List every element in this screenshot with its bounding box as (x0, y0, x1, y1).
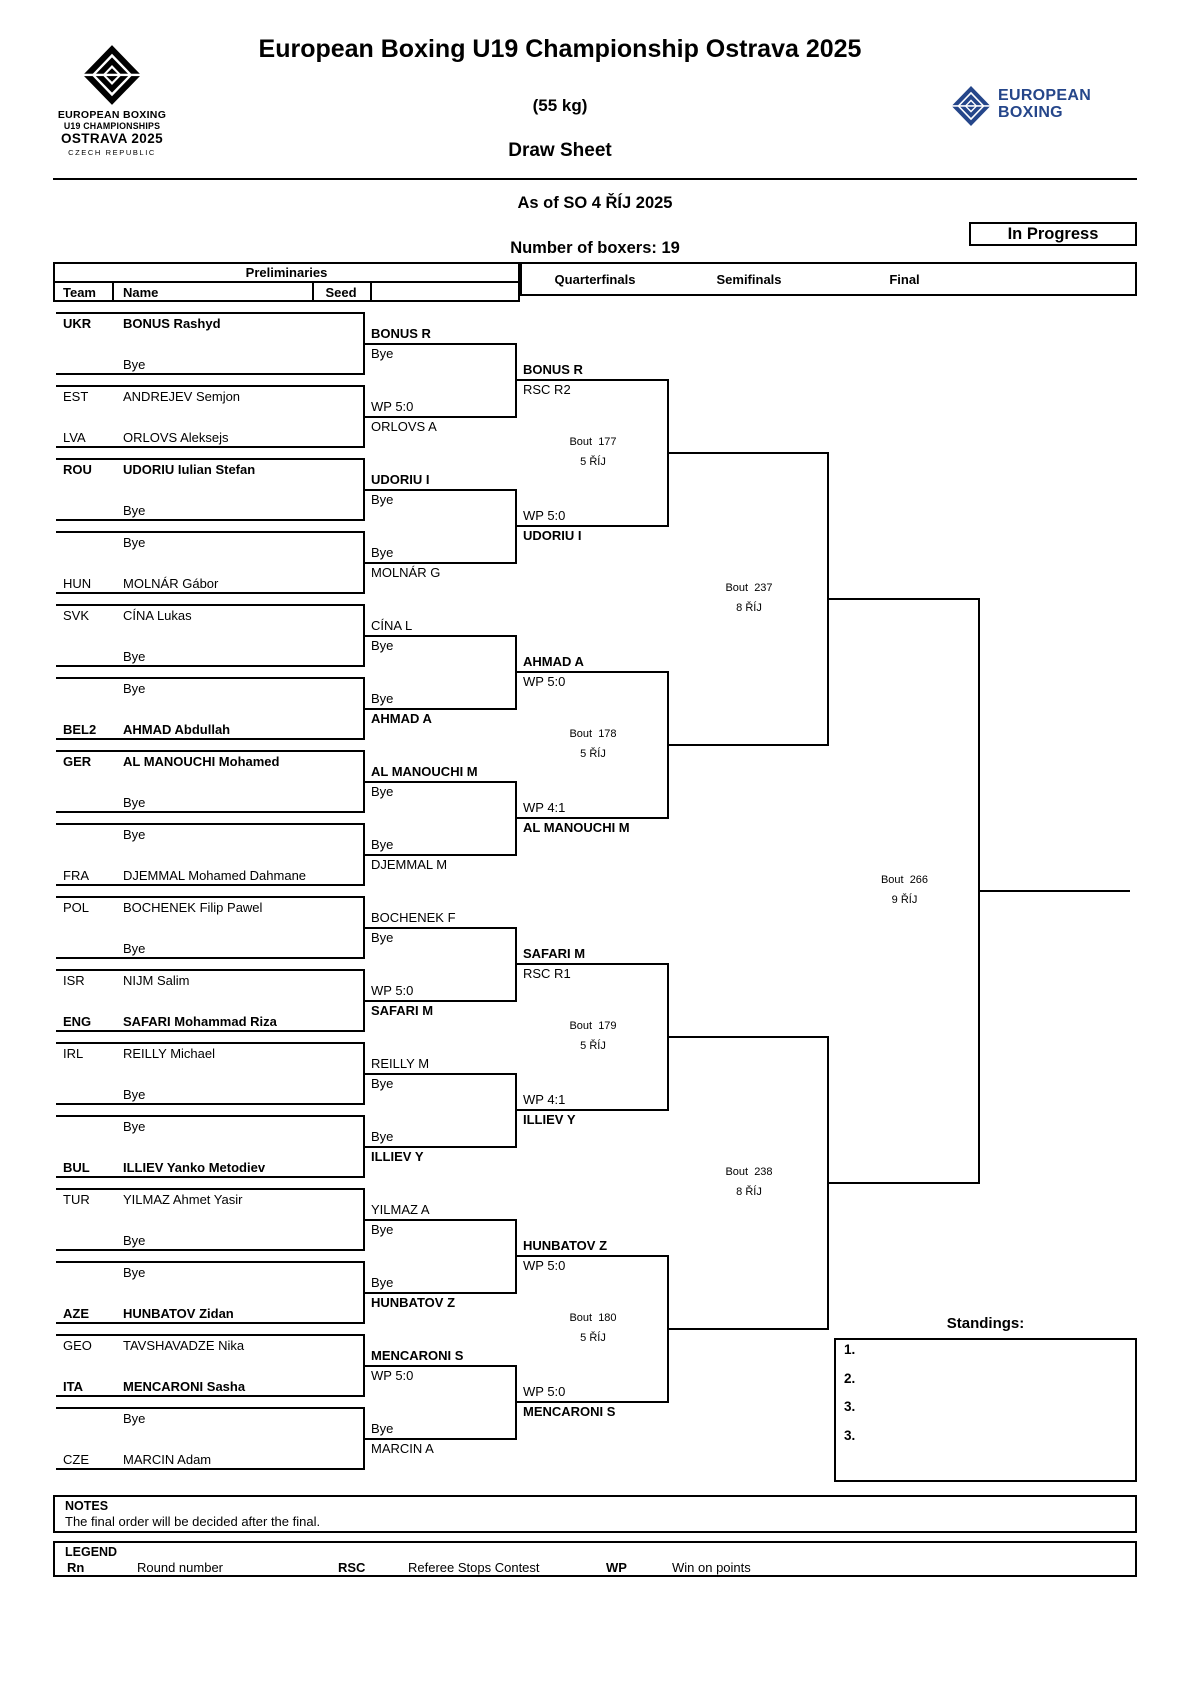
bout-date: 5 ŘÍJ (580, 1040, 606, 1052)
pair-top-line (56, 896, 365, 898)
qf-top-result: RSC R1 (523, 966, 571, 981)
bye-label: Bye (123, 1087, 146, 1102)
as-of-date: As of SO 4 ŘÍJ 2025 (517, 194, 673, 212)
r16-top-name: UDORIU I (371, 471, 430, 487)
standings-item: 2. (844, 1370, 856, 1386)
boxer-name: BONUS Rashyd (123, 316, 221, 331)
qf-bottom-name: ILLIEV Y (523, 1112, 576, 1127)
r16-bottom-name: ORLOVS A (371, 418, 437, 434)
standings-item: 3. (844, 1399, 856, 1414)
boxer-name: MENCARONI Sasha (123, 1379, 246, 1394)
column-header-quarterfinals: Quarterfinals (554, 272, 636, 287)
team-code: ITA (63, 1379, 83, 1394)
team-code: EST (63, 389, 89, 404)
pair-top-line (56, 604, 365, 606)
r16-top-name: YILMAZ A (371, 1201, 430, 1217)
qf-winner-line (669, 1328, 829, 1330)
r16-bottom-result: Bye (371, 544, 394, 560)
boxer-name: AHMAD Abdullah (123, 722, 231, 737)
r16-top-result: Bye (371, 783, 394, 799)
r16-top-result: Bye (371, 491, 394, 507)
boxer-name: UDORIU Iulian Stefan (123, 462, 256, 477)
boxer-name: CÍNA Lukas (123, 608, 192, 623)
pair-bottom-line (56, 1249, 365, 1251)
r16-bottom-result: Bye (371, 1274, 394, 1290)
bye-label: Bye (123, 1265, 146, 1280)
r16-top-result: Bye (371, 929, 394, 945)
boxer-name: DJEMMAL Mohamed Dahmane (123, 868, 307, 883)
pair-bottom-line (56, 884, 365, 886)
pair-top-line (56, 458, 365, 460)
r16-bottom-result: WP 5:0 (371, 982, 414, 998)
qf-bottom-result: WP 5:0 (523, 508, 566, 523)
r16-bottom-result: Bye (371, 836, 394, 852)
column-header-preliminaries: Preliminaries (245, 265, 328, 280)
team-code: BUL (63, 1160, 90, 1175)
r16-top-name: REILLY M (371, 1055, 430, 1071)
qf-top-line (517, 963, 669, 965)
r16-bottom-line (365, 1146, 517, 1148)
qf-bottom-line (517, 817, 669, 819)
boxer-name: SAFARI Mohammad Riza (123, 1014, 277, 1029)
event-logo-line2: U19 CHAMPIONSHIPS (63, 121, 161, 131)
qf-bottom-line (517, 525, 669, 527)
pair-top-line (56, 969, 365, 971)
team-code: GEO (63, 1338, 92, 1353)
r16-bottom-line (365, 1438, 517, 1440)
qf-winner-line (669, 452, 829, 454)
legend-desc: Win on points (672, 1560, 751, 1575)
team-code: UKR (63, 316, 92, 331)
column-header-name: Name (123, 285, 159, 300)
qf-bottom-name: AL MANOUCHI M (523, 820, 630, 835)
r16-top-line (365, 927, 517, 929)
r16-bottom-line (365, 708, 517, 710)
pair-bottom-line (56, 811, 365, 813)
team-code: CZE (63, 1452, 89, 1467)
pair-bottom-line (56, 665, 365, 667)
r16-top-line (365, 343, 517, 345)
qf-top-line (517, 671, 669, 673)
bye-label: Bye (123, 827, 146, 842)
legend-title: LEGEND (65, 1545, 118, 1559)
r16-bottom-line (365, 562, 517, 564)
qf-top-result: RSC R2 (523, 382, 571, 397)
bout-number: Bout 179 (569, 1020, 617, 1032)
pair-bottom-line (56, 1468, 365, 1470)
r16-top-line (365, 489, 517, 491)
bye-label: Bye (123, 681, 146, 696)
bout-number: Bout 238 (725, 1166, 773, 1178)
qf-top-line (517, 1255, 669, 1257)
r16-bottom-result: WP 5:0 (371, 398, 414, 414)
column-header-semifinals: Semifinals (716, 272, 782, 287)
pair-top-line (56, 1261, 365, 1263)
team-code: ISR (63, 973, 85, 988)
bye-label: Bye (123, 1411, 146, 1426)
r16-top-name: BONUS R (371, 325, 431, 341)
team-code: LVA (63, 430, 86, 445)
boxers-count: Number of boxers: 19 (510, 239, 680, 257)
legend-box (53, 1541, 1137, 1577)
pair-top-line (56, 750, 365, 752)
bout-date: 8 ŘÍJ (736, 602, 762, 614)
notes-title: NOTES (65, 1499, 109, 1513)
bout-number: Bout 177 (569, 436, 617, 448)
bout-number: Bout 266 (880, 874, 929, 886)
bye-label: Bye (123, 535, 146, 550)
r16-bottom-line (365, 1000, 517, 1002)
bout-number: Bout 237 (725, 582, 773, 594)
qf-bottom-line (517, 1109, 669, 1111)
bye-label: Bye (123, 503, 146, 518)
pair-top-line (56, 677, 365, 679)
pair-top-line (56, 312, 365, 314)
qf-bottom-result: WP 4:1 (523, 800, 566, 815)
bout-number: Bout 180 (569, 1312, 617, 1324)
event-logo-line3: OSTRAVA 2025 (60, 131, 164, 146)
status-badge: In Progress (1007, 225, 1099, 243)
pair-top-line (56, 531, 365, 533)
r16-top-name: CÍNA L (371, 617, 413, 633)
boxer-name: ANDREJEV Semjon (123, 389, 241, 404)
pair-top-line (56, 385, 365, 387)
r16-top-name: MENCARONI S (371, 1347, 464, 1363)
boxer-name: MOLNÁR Gábor (123, 576, 219, 591)
bout-date: 9 ŘÍJ (891, 894, 918, 906)
pair-top-line (56, 823, 365, 825)
r16-bottom-result: Bye (371, 1420, 394, 1436)
pair-bottom-line (56, 446, 365, 448)
r16-top-line (365, 635, 517, 637)
bye-label: Bye (123, 1233, 146, 1248)
event-logo-line4: CZECH REPUBLIC (68, 148, 156, 157)
qf-top-name: BONUS R (523, 362, 583, 377)
r16-bottom-result: Bye (371, 690, 394, 706)
page-title: European Boxing U19 Championship Ostrava 2025 (258, 35, 862, 63)
legend-abbr: RSC (338, 1560, 366, 1575)
qf-top-name: AHMAD A (523, 654, 584, 669)
legend-abbr: WP (606, 1560, 627, 1575)
standings-title: Standings: (946, 1315, 1025, 1332)
bout-date: 5 ŘÍJ (580, 456, 606, 468)
pair-top-line (56, 1334, 365, 1336)
bye-label: Bye (123, 941, 146, 956)
event-logo-line1: EUROPEAN BOXING (57, 109, 167, 121)
winner-line (980, 890, 1130, 892)
r16-top-result: Bye (371, 637, 394, 653)
notes-text: The final order will be decided after the final. (65, 1514, 321, 1529)
weight-category: (55 kg) (532, 96, 588, 115)
pair-top-line (56, 1115, 365, 1117)
boxer-name: MARCIN Adam (123, 1452, 212, 1467)
boxer-name: YILMAZ Ahmet Yasir (123, 1192, 243, 1207)
standings-item: 3. (844, 1427, 856, 1443)
bout-date: 5 ŘÍJ (580, 748, 606, 760)
standings-item: 1. (844, 1342, 856, 1357)
r16-top-line (365, 1219, 517, 1221)
legend-abbr: Rn (67, 1560, 85, 1575)
r16-top-result: Bye (371, 1221, 394, 1237)
team-code: AZE (63, 1306, 89, 1321)
boxer-name: AL MANOUCHI Mohamed (123, 754, 280, 769)
standings-box (834, 1338, 1137, 1482)
pair-bottom-line (56, 592, 365, 594)
bout-number: Bout 178 (569, 728, 617, 740)
pair-bottom-line (56, 1103, 365, 1105)
r16-bottom-line (365, 416, 517, 418)
r16-bottom-name: MARCIN A (371, 1440, 434, 1456)
r16-top-name: BOCHENEK F (371, 909, 456, 925)
column-header-final: Final (889, 272, 920, 287)
column-header-team: Team (63, 285, 96, 300)
bye-label: Bye (123, 649, 146, 664)
qf-top-name: HUNBATOV Z (523, 1238, 608, 1253)
boxer-name: BOCHENEK Filip Pawel (123, 900, 263, 915)
team-code: IRL (63, 1046, 84, 1061)
qf-top-line (517, 379, 669, 381)
legend-desc: Round number (137, 1560, 223, 1575)
r16-bottom-name: ILLIEV Y (371, 1148, 424, 1164)
pair-bottom-line (56, 1030, 365, 1032)
pair-bottom-line (56, 738, 365, 740)
pair-bottom-line (56, 373, 365, 375)
qf-winner-line (669, 744, 829, 746)
qf-top-name: SAFARI M (523, 946, 586, 961)
team-code: ROU (63, 462, 92, 477)
qf-winner-line (669, 1036, 829, 1038)
team-code: FRA (63, 868, 89, 883)
r16-bottom-line (365, 854, 517, 856)
qf-top-result: WP 5:0 (523, 1258, 566, 1273)
boxer-name: NIJM Salim (123, 973, 190, 988)
pair-bottom-line (56, 1395, 365, 1397)
sf-winner-line (829, 1182, 980, 1184)
r16-bottom-name: MOLNÁR G (371, 564, 441, 580)
r16-bottom-line (365, 1292, 517, 1294)
boxer-name: REILLY Michael (123, 1046, 216, 1061)
boxer-name: ILLIEV Yanko Metodiev (123, 1160, 266, 1175)
r16-top-result: WP 5:0 (371, 1367, 414, 1383)
r16-bottom-name: HUNBATOV Z (371, 1294, 456, 1310)
r16-bottom-name: AHMAD A (371, 710, 432, 726)
column-header-seed: Seed (325, 285, 357, 300)
sf-winner-line (829, 598, 980, 600)
org-logo-line2: BOXING (998, 103, 1063, 121)
bye-label: Bye (123, 795, 146, 810)
org-logo-line1: EUROPEAN (998, 87, 1092, 104)
team-code: ENG (63, 1014, 92, 1029)
qf-bottom-result: WP 5:0 (523, 1384, 566, 1399)
pair-top-line (56, 1188, 365, 1190)
bout-date: 5 ŘÍJ (580, 1332, 606, 1344)
r16-top-result: Bye (371, 345, 394, 361)
qf-bottom-result: WP 4:1 (523, 1092, 566, 1107)
boxer-name: TAVSHAVADZE Nika (123, 1338, 245, 1353)
team-code: BEL2 (63, 722, 97, 737)
pair-top-line (56, 1407, 365, 1409)
team-code: SVK (63, 608, 90, 623)
pair-bottom-line (56, 957, 365, 959)
bout-date: 8 ŘÍJ (736, 1186, 762, 1198)
legend-desc: Referee Stops Contest (408, 1560, 540, 1575)
pair-bottom-line (56, 519, 365, 521)
r16-top-line (365, 1365, 517, 1367)
team-code: GER (63, 754, 92, 769)
team-code: POL (63, 900, 90, 915)
team-code: TUR (63, 1192, 90, 1207)
pair-top-line (56, 1042, 365, 1044)
pair-bottom-line (56, 1176, 365, 1178)
r16-top-result: Bye (371, 1075, 394, 1091)
r16-bottom-name: SAFARI M (371, 1002, 434, 1018)
boxer-name: ORLOVS Aleksejs (123, 430, 229, 445)
notes-box (53, 1495, 1137, 1533)
r16-top-line (365, 781, 517, 783)
qf-top-result: WP 5:0 (523, 674, 566, 689)
team-code: HUN (63, 576, 92, 591)
r16-bottom-name: DJEMMAL M (371, 856, 448, 872)
boxer-name: HUNBATOV Zidan (123, 1306, 234, 1321)
qf-bottom-name: UDORIU I (523, 528, 582, 543)
r16-bottom-result: Bye (371, 1128, 394, 1144)
pair-bottom-line (56, 1322, 365, 1324)
r16-top-line (365, 1073, 517, 1075)
r16-top-name: AL MANOUCHI M (371, 763, 478, 779)
qf-bottom-name: MENCARONI S (523, 1404, 616, 1419)
bye-label: Bye (123, 1119, 146, 1134)
bye-label: Bye (123, 357, 146, 372)
qf-bottom-line (517, 1401, 669, 1403)
sheet-title: Draw Sheet (508, 140, 612, 161)
